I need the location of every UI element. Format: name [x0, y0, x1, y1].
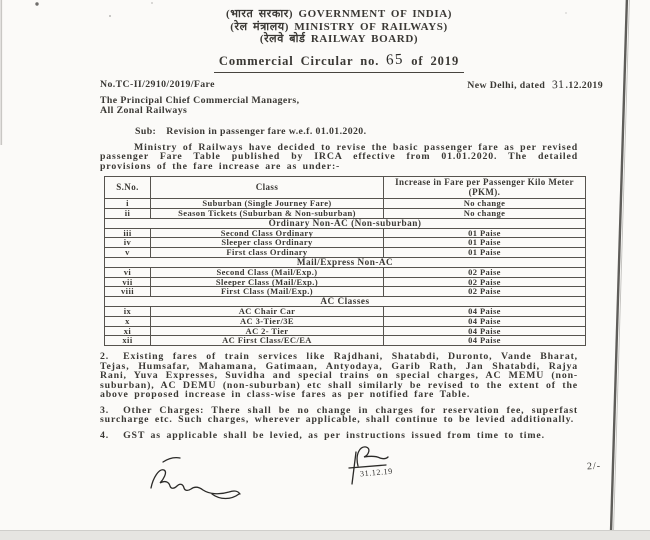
document-content — [100, 8, 603, 441]
header-hindi-text: (रेलवे बोर्ड — [259, 33, 306, 45]
sno-cell: ix — [105, 306, 151, 316]
table-row — [105, 248, 586, 258]
fare-cell: 04 Paise — [384, 336, 586, 346]
class-cell: Second Class Ordinary — [151, 228, 384, 238]
date-typed: .12.2019 — [565, 79, 603, 91]
table-row — [105, 228, 586, 238]
scan-speck — [35, 2, 38, 5]
sno-cell: vi — [105, 267, 151, 277]
fare-cell: 02 Paise — [384, 267, 586, 277]
table-row — [105, 336, 586, 346]
scan-speck — [151, 2, 153, 4]
sno-cell: iv — [105, 238, 151, 248]
table-row — [105, 326, 586, 336]
class-cell: AC First Class/EC/EA — [151, 336, 384, 346]
class-cell: Season Tickets (Suburban & Non-suburban) — [151, 208, 384, 218]
circular-title-text — [214, 53, 464, 73]
section-label: AC Classes — [105, 297, 586, 307]
handwritten-date-day: 31 — [551, 78, 565, 92]
fare-cell: 01 Paise — [384, 228, 586, 238]
class-cell: Suburban (Single Journey Fare) — [151, 199, 384, 209]
paragraph-text: GST as applicable shall be levied, as per instructions issued from time to time. — [123, 429, 545, 441]
sno-cell: vii — [105, 277, 151, 287]
circular-title — [100, 53, 578, 73]
place-date-label: New Delhi, dated — [467, 79, 546, 91]
header-line-govt — [100, 8, 578, 21]
sno-cell: xi — [105, 326, 151, 336]
fare-cell: 04 Paise — [384, 326, 586, 336]
class-cell: First class Ordinary — [151, 248, 384, 258]
scan-edge-smudge — [614, 0, 630, 532]
class-cell: AC 3-Tier/3E — [151, 316, 384, 326]
sno-cell: viii — [105, 287, 151, 297]
header-english-text: MINISTRY OF RAILWAYS) — [294, 20, 448, 33]
table-row — [105, 277, 586, 287]
file-number: No.TC-II/2910/2019/Fare — [100, 78, 215, 90]
paragraph-text: Existing fares of train services like Rajdhani, Shatabdi, Duronto, Vande Bharat, Tejas, Humsafar, Mahamana, Gatimaan, Antyodaya, Garib Rath, Jan Shatabdi, Rajya Rani, Yuva Expresses, Suvidha and special trains on special charges, AC MEMU (non-suburban), AC DEMU (non-suburban) etc shall similarly be revised to the extent of the above proposed increase in class-wise fares as per notified fare Table. — [100, 351, 578, 401]
subject-line — [135, 126, 578, 137]
fare-increase-table — [104, 176, 586, 346]
table-row — [105, 238, 586, 248]
header-english-text: GOVERNMENT OF INDIA) — [298, 8, 453, 20]
sno-cell: v — [105, 248, 151, 258]
page-number: 2/- — [586, 460, 602, 473]
paragraph-4 — [100, 431, 578, 441]
place-and-date — [467, 79, 603, 91]
paragraph-number: 3. — [100, 404, 110, 416]
fare-cell: No change — [384, 208, 586, 218]
addressee-line: All Zonal Railways — [100, 105, 188, 116]
header-line-ministry — [100, 21, 578, 34]
section-label: Ordinary Non-AC (Non-suburban) — [105, 218, 586, 228]
class-cell: Second Class (Mail/Exp.) — [151, 267, 384, 277]
class-cell: Sleeper class Ordinary — [151, 238, 384, 248]
subject-label: Sub: — [135, 125, 157, 137]
table-row — [105, 199, 586, 209]
addressee-line: The Principal Chief Commercial Managers, — [100, 94, 300, 106]
table-header-row — [105, 177, 586, 199]
table-row — [105, 306, 586, 316]
signature-left — [151, 458, 240, 499]
addressee-block — [100, 96, 578, 117]
sno-cell: iii — [105, 228, 151, 238]
class-cell: First Class (Mail/Exp.) — [151, 287, 384, 297]
title-suffix: of 2019 — [411, 53, 460, 68]
fare-cell: 02 Paise — [384, 277, 586, 287]
fare-cell: 01 Paise — [384, 238, 586, 248]
paragraph-3 — [100, 406, 578, 425]
paragraph-number: 2. — [100, 351, 110, 363]
paragraph-2 — [100, 352, 578, 400]
left-edge-smudge — [1, 0, 3, 145]
header-hindi-text: (भारत सरकार) — [225, 8, 294, 20]
fare-table-body — [105, 199, 586, 346]
table-row — [105, 208, 586, 218]
intro-paragraph: Ministry of Railways have decided to revise the basic passenger fare as per revised passenger Fare Table published by IRCA effective from 01.01.2020. The detailed provisions of the fare increase are as under:- — [100, 141, 578, 172]
scan-edge-line — [611, 0, 627, 532]
col-header-class: Class — [151, 177, 384, 199]
handwritten-circular-number: 65 — [385, 51, 405, 68]
table-section-row — [105, 218, 586, 228]
sno-cell: i — [105, 199, 151, 209]
paragraph-text: Other Charges: There shall be no change in charges for reservation fee, superfast surcharge etc. Such charges, wherever applicable, shall continue to be levied additionally. — [100, 404, 578, 426]
fare-cell: 02 Paise — [384, 287, 586, 297]
section-label: Mail/Express Non-AC — [105, 257, 586, 267]
header-line-board — [100, 33, 578, 46]
header-english-text: RAILWAY BOARD) — [310, 33, 419, 45]
fare-cell: 01 Paise — [384, 248, 586, 258]
document-header — [100, 8, 578, 46]
subject-text: Revision in passenger fare w.e.f. 01.01.2020. — [166, 125, 367, 137]
handwritten-signature-date: 31.12.19 — [359, 466, 394, 479]
fare-cell: No change — [384, 199, 586, 209]
col-header-sno: S.No. — [105, 177, 151, 199]
class-cell: Sleeper Class (Mail/Exp.) — [151, 277, 384, 287]
fare-cell: 04 Paise — [384, 316, 586, 326]
col-header-fare-increase: Increase in Fare per Passenger Kilo Meter (PKM). — [384, 177, 586, 199]
paragraph-number: 4. — [100, 429, 110, 441]
sno-cell: x — [105, 316, 151, 326]
class-cell: AC 2- Tier — [151, 326, 384, 336]
title-prefix: Commercial Circular no. — [218, 53, 380, 68]
header-hindi-text: (रेल मंत्रालय) — [230, 20, 290, 33]
table-row — [105, 267, 586, 277]
sno-cell: xii — [105, 336, 151, 346]
table-section-row — [105, 257, 586, 267]
table-row — [105, 316, 586, 326]
fare-cell: 04 Paise — [384, 306, 586, 316]
signature-middle — [349, 447, 388, 484]
table-section-row — [105, 297, 586, 307]
reference-row — [100, 79, 603, 91]
scan-bottom-strip — [0, 530, 650, 540]
sno-cell: ii — [105, 208, 151, 218]
class-cell: AC Chair Car — [151, 306, 384, 316]
